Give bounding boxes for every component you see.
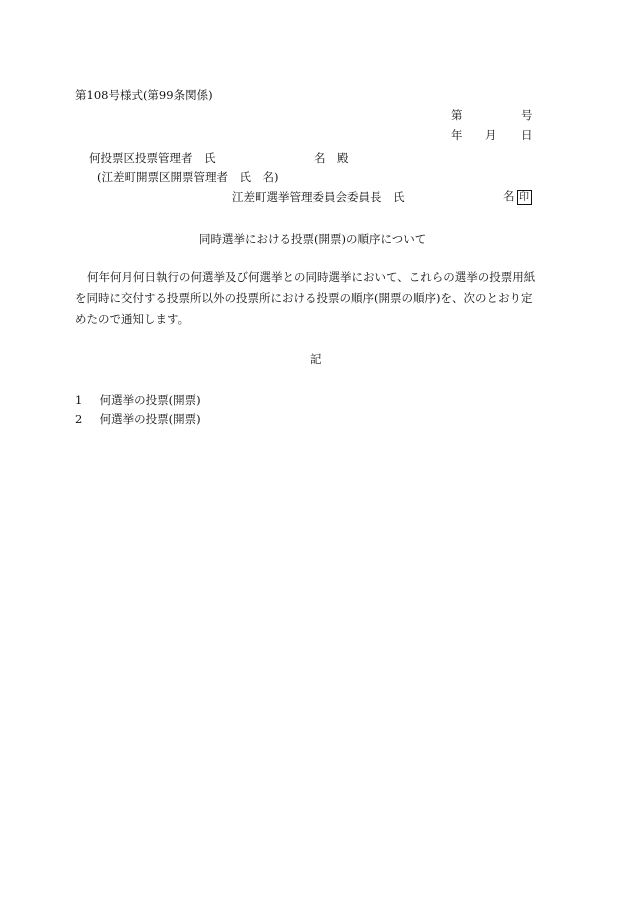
addressee-title: 何投票区投票管理者 氏: [89, 151, 216, 165]
form-number: 第108号様式(第99条関係): [75, 88, 213, 102]
subject-title: 同時選挙における投票(開票)の順序について: [199, 232, 427, 246]
sender-name-block: [503, 189, 532, 205]
date-month: 月: [485, 128, 497, 142]
addressee-name-suffix: 名 殿: [314, 151, 349, 165]
body-paragraph: [75, 267, 555, 330]
doc-number-suffix: 号: [521, 108, 533, 122]
date-year: 年: [451, 128, 463, 142]
doc-number-prefix: 第: [451, 108, 463, 122]
sender-name-suffix: 名: [503, 189, 515, 203]
list-item-text: 何選挙の投票(開票): [99, 393, 201, 407]
addressee-alt: (江差町開票区開票管理者 氏 名): [97, 170, 279, 184]
list-item: [75, 412, 201, 426]
list-item: [75, 393, 201, 407]
list-item-number: 2: [75, 412, 83, 426]
list-item-number: 1: [75, 393, 83, 407]
seal-mark: 印: [517, 190, 532, 205]
body-line-1: 何年何月何日執行の何選挙及び何選挙との同時選挙において、これらの選挙の投票用紙: [87, 270, 536, 284]
sender-title: 江差町選挙管理委員会委員長 氏: [232, 190, 405, 204]
date-day: 日: [521, 128, 533, 142]
body-line-2: を同時に交付する投票所以外の投票所における投票の順序(開票の順序)を、次のとおり定: [75, 291, 533, 305]
ki-heading: 記: [310, 352, 322, 366]
list-item-text: 何選挙の投票(開票): [99, 412, 201, 426]
body-line-3: めたので通知します。: [75, 312, 190, 326]
